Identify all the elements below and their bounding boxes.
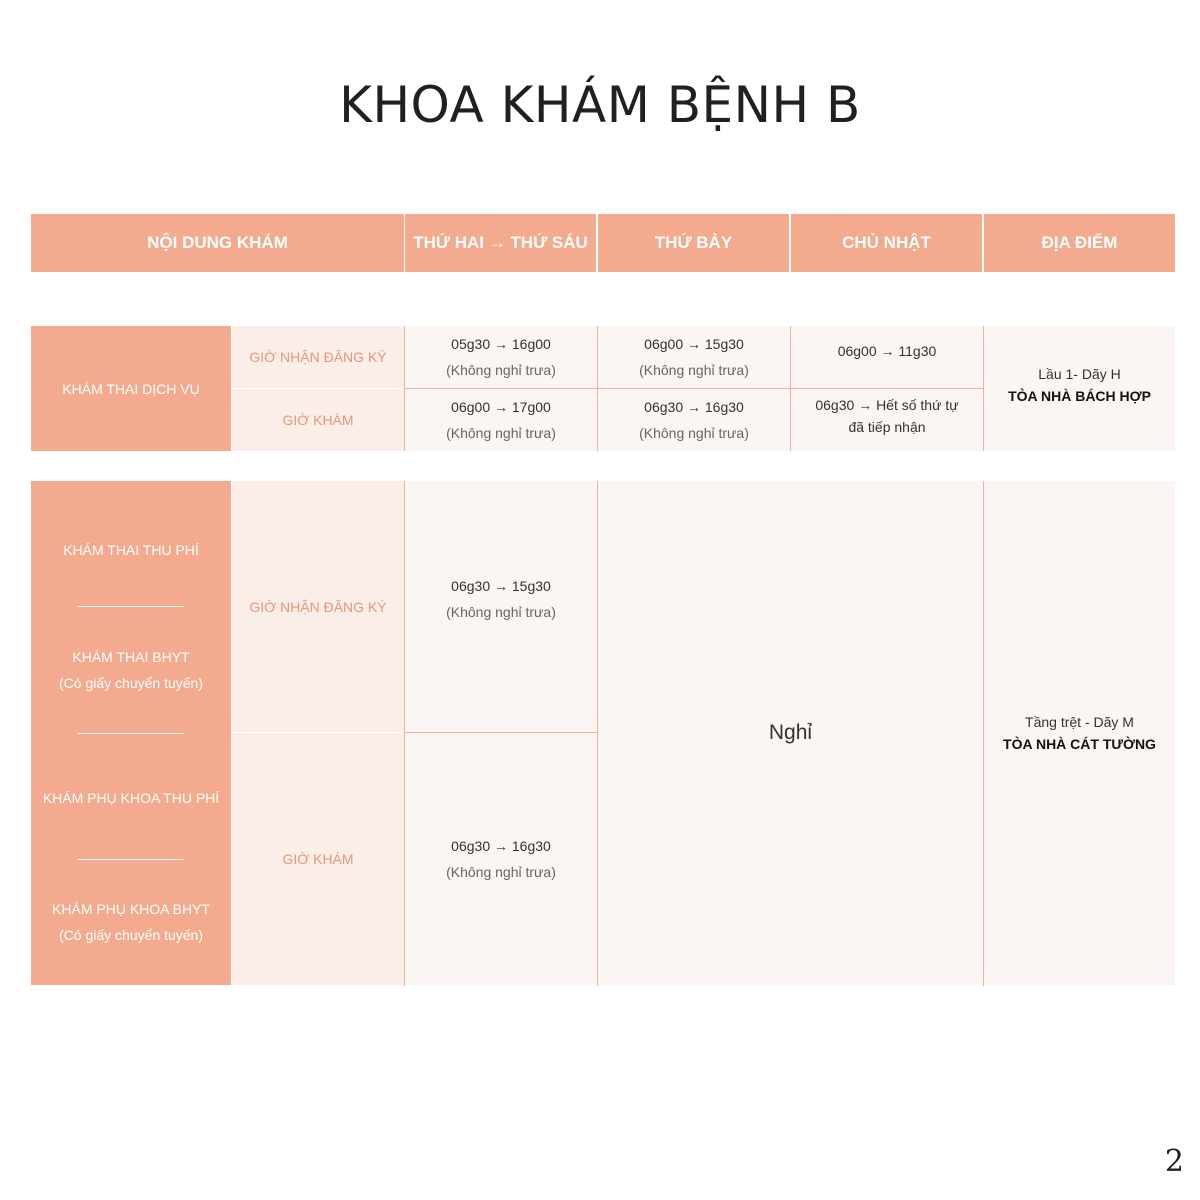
exam-saturday-time: 06g30 → 16g30 bbox=[644, 399, 744, 415]
reg-saturday-cell bbox=[598, 326, 790, 388]
weekend-closed: Nghỉ bbox=[598, 481, 983, 985]
exam-weekday-note: (Không nghỉ trưa) bbox=[446, 864, 556, 880]
separator-line bbox=[78, 606, 184, 607]
exam-saturday-cell bbox=[598, 389, 790, 451]
exam-weekday-cell bbox=[405, 733, 597, 985]
reg-label: GIỜ NHẬN ĐĂNG KÝ bbox=[232, 481, 404, 732]
exam-sunday-line1: 06g30 → Hết số thứ tự bbox=[815, 397, 959, 413]
header-saturday: THỨ BẢY bbox=[598, 214, 789, 272]
location-building: TÒA NHÀ CÁT TƯỜNG bbox=[1003, 736, 1156, 752]
header-content: NỘI DUNG KHÁM bbox=[31, 214, 404, 272]
exam-sunday-line2: đã tiếp nhận bbox=[848, 419, 926, 435]
location-cell bbox=[984, 481, 1175, 985]
exam-weekday-time: 06g00 → 17g00 bbox=[451, 399, 551, 415]
divider bbox=[404, 481, 405, 986]
header-weekdays: THỨ HAI → THỨ SÁU bbox=[405, 214, 596, 272]
divider bbox=[405, 732, 597, 733]
exam-label: GIỜ KHÁM bbox=[232, 389, 404, 451]
exam-weekday-note: (Không nghỉ trưa) bbox=[446, 425, 556, 441]
service-item: KHÁM THAI THU PHÍ bbox=[63, 542, 199, 558]
reg-sunday-time: 06g00 → 11g30 bbox=[837, 343, 937, 359]
exam-weekday-cell bbox=[405, 389, 597, 451]
reg-weekday-note: (Không nghỉ trưa) bbox=[446, 603, 556, 620]
reg-saturday-note: (Không nghỉ trưa) bbox=[639, 362, 749, 378]
reg-saturday-time: 06g00 → 15g30 bbox=[644, 336, 744, 352]
service-item: KHÁM THAI BHYT bbox=[72, 649, 190, 665]
exam-label: GIỜ KHÁM bbox=[232, 733, 404, 985]
header-sunday: CHỦ NHẬT bbox=[791, 214, 982, 272]
divider bbox=[232, 732, 404, 733]
divider bbox=[983, 481, 984, 986]
exam-sunday-cell bbox=[791, 389, 983, 451]
exam-weekday-time: 06g30 → 16g30 bbox=[451, 838, 551, 854]
location-line1: Tầng trệt - Dãy M bbox=[1025, 714, 1134, 730]
divider bbox=[597, 481, 598, 986]
reg-sunday-cell bbox=[791, 326, 983, 388]
reg-weekday-time: 05g30 → 16g00 bbox=[451, 336, 551, 352]
service-name: KHÁM THAI DỊCH VỤ bbox=[31, 326, 231, 451]
separator-line bbox=[78, 733, 184, 734]
service-item: KHÁM PHỤ KHOA THU PHÍ bbox=[42, 790, 220, 806]
reg-weekday-cell bbox=[405, 326, 597, 388]
location-line1: Lầu 1- Dãy H bbox=[1038, 365, 1121, 382]
header-location: ĐỊA ĐIỂM bbox=[984, 214, 1175, 272]
separator-line bbox=[78, 859, 184, 860]
service-note: (Có giấy chuyển tuyến) bbox=[59, 675, 203, 691]
service-item: KHÁM PHỤ KHOA BHYT bbox=[52, 901, 210, 917]
service-note: (Có giấy chuyển tuyến) bbox=[59, 927, 203, 943]
divider bbox=[405, 388, 983, 389]
page-number: 2 bbox=[1164, 1144, 1184, 1179]
location-cell bbox=[984, 326, 1175, 451]
reg-weekday-note: (Không nghỉ trưa) bbox=[446, 362, 556, 378]
page-title: KHOA KHÁM BỆNH B bbox=[339, 76, 861, 134]
divider bbox=[983, 326, 984, 451]
reg-weekday-time: 06g30 → 15g30 bbox=[451, 577, 551, 594]
divider bbox=[232, 388, 404, 389]
location-building: TÒA NHÀ BÁCH HỢP bbox=[1008, 387, 1151, 404]
reg-label: GIỜ NHẬN ĐĂNG KÝ bbox=[232, 326, 404, 388]
reg-weekday-cell bbox=[405, 481, 597, 732]
exam-saturday-note: (Không nghỉ trưa) bbox=[639, 425, 749, 441]
